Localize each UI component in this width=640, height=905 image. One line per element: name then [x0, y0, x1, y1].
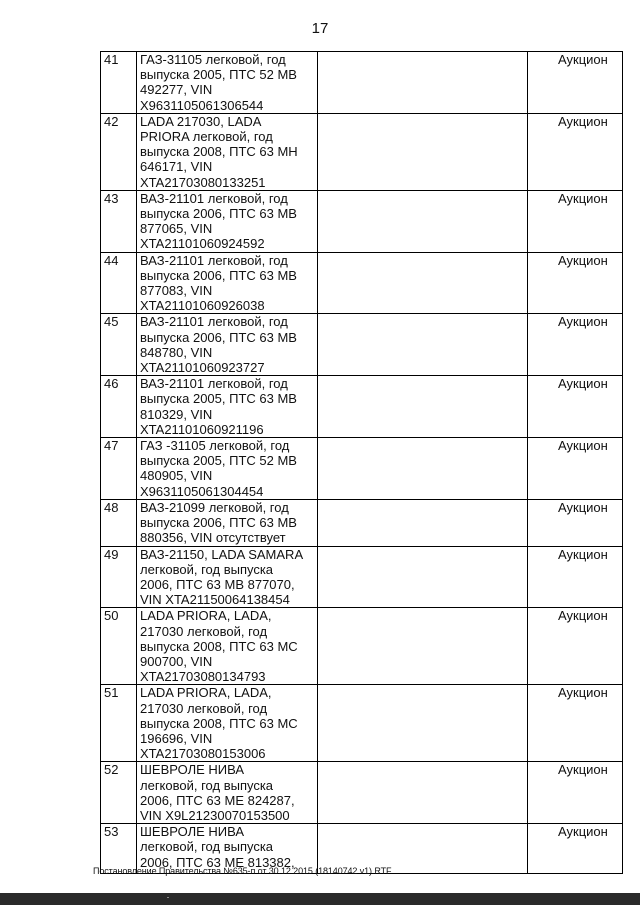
description-line: 900700, VIN: [140, 653, 213, 669]
description-line: выпуска 2005, ПТС 52 МВ: [140, 453, 297, 469]
row-number: 49: [101, 546, 137, 608]
disposal-method: [528, 113, 623, 190]
method-label: Аукцион: [558, 685, 608, 701]
description-line: ГАЗ-31105 легковой, год: [140, 52, 286, 67]
vehicle-description: [137, 685, 318, 762]
empty-cell: [318, 685, 528, 762]
row-number: 50: [101, 608, 137, 685]
description-line: ГАЗ -31105 легковой, год: [140, 438, 290, 454]
description-line: XTA21101060926038: [140, 298, 265, 314]
row-number: 45: [101, 314, 137, 376]
description-line: XTA21101060924592: [140, 236, 265, 252]
row-number: 51: [101, 685, 137, 762]
table-row: [101, 252, 623, 314]
row-number: 43: [101, 190, 137, 252]
method-label: Аукцион: [558, 499, 608, 515]
scan-speck: [167, 897, 169, 898]
row-number: 52: [101, 762, 137, 824]
method-label: Аукцион: [558, 190, 608, 206]
table-row: [101, 113, 623, 190]
method-label: Аукцион: [558, 252, 608, 268]
description-line: 492277, VIN: [140, 82, 213, 98]
description-line: выпуска 2005, ПТС 63 МВ: [140, 391, 297, 407]
row-number: 48: [101, 499, 137, 546]
row-number: 47: [101, 438, 137, 500]
empty-cell: [318, 252, 528, 314]
method-label: Аукцион: [558, 546, 608, 562]
vehicle-description: [137, 113, 318, 190]
vehicle-table: [100, 51, 623, 874]
description-line: XTA21101060923727: [140, 360, 265, 376]
table-row: [101, 499, 623, 546]
vehicle-table-body: [101, 52, 623, 874]
description-line: 810329, VIN: [140, 406, 213, 422]
method-label: Аукцион: [558, 113, 608, 129]
table-row: [101, 52, 623, 114]
document-footer: Постановление Правительства №635-п от 30.12.2015 (18140742 v1).RTF: [93, 866, 392, 876]
disposal-method: [528, 499, 623, 546]
empty-cell: [318, 438, 528, 500]
vehicle-description: [137, 608, 318, 685]
row-number: 41: [101, 52, 137, 114]
method-label: Аукцион: [558, 376, 608, 392]
description-line: легковой, год выпуска: [140, 561, 274, 577]
disposal-method: [528, 314, 623, 376]
description-line: X9631105061304454: [140, 483, 264, 499]
vehicle-description: [137, 190, 318, 252]
method-label: Аукцион: [558, 438, 608, 454]
table-row: [101, 685, 623, 762]
description-line: 217030 легковой, год: [140, 623, 268, 639]
vehicle-description: [137, 314, 318, 376]
vehicle-description: [137, 376, 318, 438]
table-row: [101, 190, 623, 252]
method-label: Аукцион: [558, 52, 608, 67]
empty-cell: [318, 314, 528, 376]
method-label: Аукцион: [558, 608, 608, 624]
description-line: ШЕВРОЛЕ НИВА: [140, 762, 245, 778]
description-line: 2006, ПТС 63 МЕ 813382,: [140, 854, 295, 870]
description-line: 480905, VIN: [140, 468, 213, 484]
vehicle-description: [137, 438, 318, 500]
row-number: 46: [101, 376, 137, 438]
description-line: 880356, VIN отсутствует: [140, 530, 286, 546]
empty-cell: [318, 546, 528, 608]
vehicle-description: [137, 52, 318, 114]
description-line: выпуска 2008, ПТС 63 МС: [140, 638, 298, 654]
description-line: ВАЗ-21150, LADA SAMARA: [140, 546, 304, 562]
description-line: 2006, ПТС 63 МЕ 824287,: [140, 792, 295, 808]
disposal-method: [528, 252, 623, 314]
description-line: 646171, VIN: [140, 159, 213, 175]
description-line: 877083, VIN: [140, 283, 213, 299]
description-line: ВАЗ-21099 легковой, год: [140, 499, 289, 515]
table-row: [101, 608, 623, 685]
description-line: X9631105061306544: [140, 97, 264, 113]
description-line: ВАЗ-21101 легковой, год: [140, 252, 288, 268]
method-label: Аукцион: [558, 762, 608, 778]
description-line: выпуска 2006, ПТС 63 МВ: [140, 329, 297, 345]
disposal-method: [528, 438, 623, 500]
table-row: [101, 314, 623, 376]
description-line: 848780, VIN: [140, 344, 213, 360]
method-label: Аукцион: [558, 824, 608, 840]
page-number: 17: [311, 20, 329, 37]
disposal-method: [528, 762, 623, 824]
description-line: выпуска 2008, ПТС 63 МС: [140, 715, 298, 731]
description-line: 877065, VIN: [140, 221, 213, 237]
empty-cell: [318, 52, 528, 114]
description-line: ВАЗ-21101 легковой, год: [140, 376, 288, 392]
description-line: XTA21101060921196: [140, 421, 264, 437]
disposal-method: [528, 608, 623, 685]
disposal-method: [528, 190, 623, 252]
empty-cell: [318, 608, 528, 685]
description-line: XTA21703080153006: [140, 746, 266, 762]
description-line: выпуска 2005, ПТС 52 МВ: [140, 67, 297, 83]
description-line: выпуска 2008, ПТС 63 МН: [140, 144, 298, 160]
description-line: PRIORA легковой, год: [140, 129, 273, 145]
description-line: 2006, ПТС 63 МВ 877070,: [140, 576, 295, 592]
scan-bottom-edge: [0, 893, 640, 905]
description-line: XTA21703080134793: [140, 669, 266, 685]
description-line: LADA PRIORA, LADA,: [140, 685, 272, 701]
description-line: ШЕВРОЛЕ НИВА: [140, 824, 245, 840]
description-line: LADA PRIORA, LADA,: [140, 608, 272, 624]
disposal-method: [528, 546, 623, 608]
row-number: 44: [101, 252, 137, 314]
empty-cell: [318, 376, 528, 438]
method-label: Аукцион: [558, 314, 608, 330]
vehicle-description: [137, 762, 318, 824]
table-row: [101, 376, 623, 438]
vehicle-description: [137, 252, 318, 314]
description-line: ВАЗ-21101 легковой, год: [140, 314, 288, 330]
disposal-method: [528, 52, 623, 114]
description-line: легковой, год выпуска: [140, 777, 274, 793]
empty-cell: [318, 113, 528, 190]
description-line: VIN X9L21230070153500: [140, 807, 290, 823]
disposal-method: [528, 685, 623, 762]
description-line: выпуска 2006, ПТС 63 МВ: [140, 267, 297, 283]
vehicle-description: [137, 499, 318, 546]
table-row: [101, 438, 623, 500]
table-row: [101, 546, 623, 608]
description-line: ВАЗ-21101 легковой, год: [140, 190, 288, 206]
row-number: 42: [101, 113, 137, 190]
description-line: LADA 217030, LADA: [140, 113, 262, 129]
disposal-method: [528, 824, 623, 874]
description-line: выпуска 2006, ПТС 63 МВ: [140, 206, 297, 222]
empty-cell: [318, 190, 528, 252]
empty-cell: [318, 762, 528, 824]
description-line: 217030 легковой, год: [140, 700, 268, 716]
description-line: VIN XTA21150064138454: [140, 592, 290, 608]
vehicle-description: [137, 546, 318, 608]
row-number: 53: [101, 824, 137, 874]
description-line: легковой, год выпуска: [140, 839, 274, 855]
description-line: XTA21703080133251: [140, 174, 266, 190]
description-line: 196696, VIN: [140, 730, 213, 746]
description-line: выпуска 2006, ПТС 63 МВ: [140, 515, 297, 531]
table-row: [101, 762, 623, 824]
empty-cell: [318, 499, 528, 546]
disposal-method: [528, 376, 623, 438]
